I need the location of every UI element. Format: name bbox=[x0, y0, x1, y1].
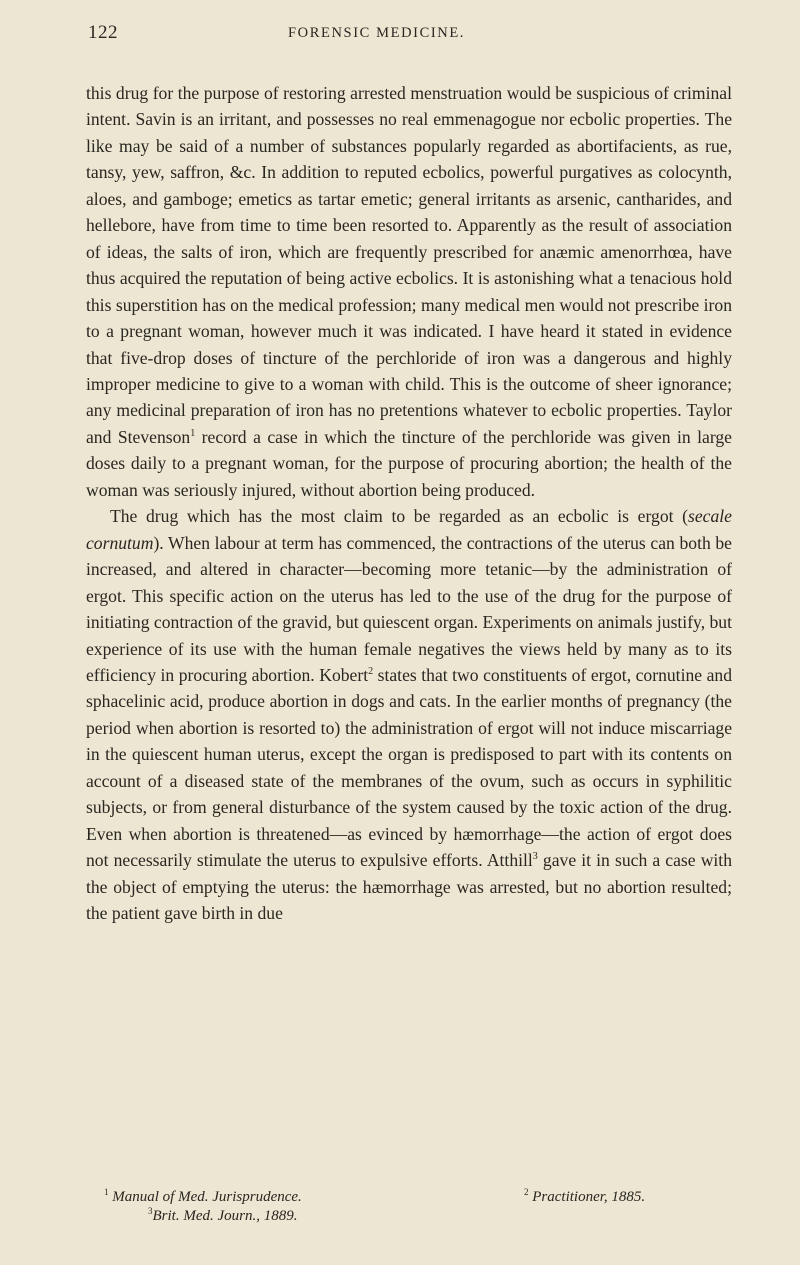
footnote-text: Manual of Med. Jurisprudence. bbox=[112, 1189, 302, 1205]
footnote-row bbox=[104, 1207, 724, 1226]
footnote-ref: 3 bbox=[532, 851, 538, 863]
footnote bbox=[104, 1189, 302, 1205]
footnote-text: Brit. Med. Journ., 1889. bbox=[152, 1208, 298, 1224]
italic-term: secale cornutum bbox=[86, 506, 732, 553]
footnote-ref: 1 bbox=[190, 427, 196, 439]
paragraph-text: ). When labour at term has commenced, the contractions of the uterus can both be increased, and altered in character—becoming more tetanic—by the administration of ergot. This specific action on the uterus has led to the use of the drug for the purpose of initiating contraction of the gravid, but quiescent organ. Experiments on animals justify, but experience of its use with the human female negatives the views held by many as to its efficiency in procuring abortion. Kobert bbox=[86, 532, 732, 685]
footnote-mark: 2 bbox=[524, 1187, 529, 1197]
paragraph bbox=[86, 80, 732, 503]
footnote-text: Practitioner, 1885. bbox=[532, 1189, 646, 1205]
running-title: FORENSIC MEDICINE. bbox=[288, 25, 466, 41]
footnote bbox=[524, 1188, 645, 1207]
footnotes bbox=[104, 1188, 724, 1226]
page-number: 122 bbox=[88, 22, 118, 43]
paragraph-text: record a case in which the tincture of the perchloride was given in large doses daily to a pregnant woman, for the purpose of procuring abortion; the health of the woman was seriously injured, without abortion being produced. bbox=[86, 426, 732, 500]
footnote-row bbox=[104, 1188, 724, 1207]
paragraph-text: this drug for the purpose of restoring arrested menstruation would be suspicious of criminal intent. Savin is an irritant, and possesses no real emmenagogue nor ecbolic properties. The like may be said of a number of substances popularly regarded as abortifacients, as rue, tansy, yew, saffron, &c. In addition to reputed ecbolics, powerful purgatives as colocynth, aloes, and gamboge; emetics as tartar emetic; general irritants as arsenic, cantharides, and hellebore, have from time to time been resorted to. Apparently as the result of association of ideas, the salts of iron, which are frequently prescribed for anæmic amenorrhœa, have thus acquired the reputation of being active ecbolics. It is astonishing what a tenacious hold this superstition has on the medical profession; many medical men would not prescribe iron to a pregnant woman, however much it was indicated. I have heard it stated in evidence that five-drop doses of tincture of the perchloride of iron was a dangerous and highly improper medicine to give to a woman with child. This is the outcome of sheer ignorance; any medicinal preparation of iron has no pretentions whatever to ecbolic properties. Taylor and Stevenson bbox=[86, 83, 732, 447]
footnote-ref: 2 bbox=[368, 665, 374, 677]
paragraph-text: The drug which has the most claim to be regarded as an ecbolic is ergot ( bbox=[110, 506, 689, 527]
page-header bbox=[88, 22, 728, 46]
footnote bbox=[148, 1208, 297, 1224]
paragraph bbox=[86, 503, 732, 926]
footnote-mark: 1 bbox=[104, 1187, 109, 1197]
body-text bbox=[86, 80, 732, 927]
footnote-mark: 3 bbox=[148, 1206, 153, 1216]
paragraph-text: states that two constituents of ergot, cornutine and sphacelinic acid, produce abortion in dogs and cats. In the earlier months of pregnancy (the period when abortion is resorted to) the administration of ergot will not induce miscarriage in the quiescent human uterus, except the organ is predisposed to part with its contents on account of a diseased state of the membranes of the ovum, such as occurs in syphilitic subjects, or from general disturbance of the system caused by the toxic action of the drug. Even when abortion is threatened—as evinced by hæmorrhage—the action of ergot does not necessarily stimulate the uterus to expulsive efforts. Atthill bbox=[86, 664, 732, 871]
paragraph-text: gave it in such a case with the object of emptying the uterus: the hæmorrhage was arrested, but no abortion resulted; the patient gave birth in due bbox=[86, 850, 732, 924]
